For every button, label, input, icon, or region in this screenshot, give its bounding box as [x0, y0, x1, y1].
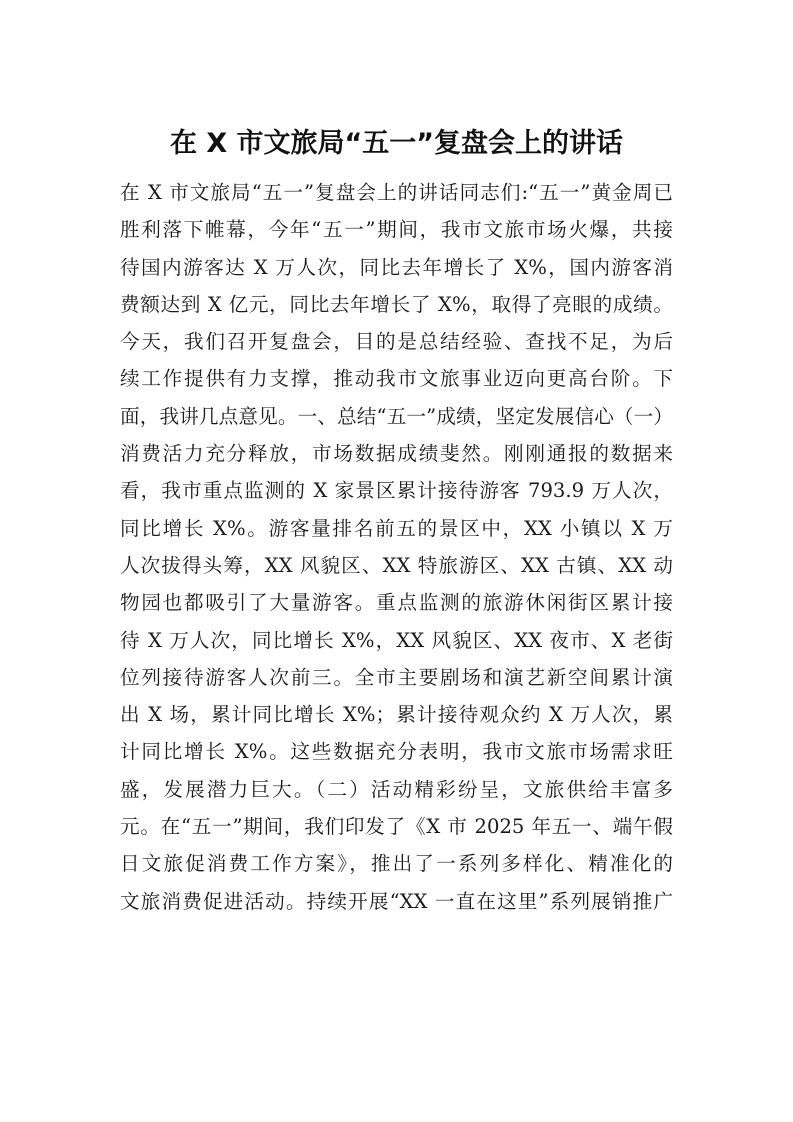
body-line: 看，我市重点监测的 X 家景区累计接待游客 793.9 万人次， [120, 479, 673, 503]
body-line: 消费活力充分释放，市场数据成绩斐然。刚刚通报的数据来 [120, 442, 673, 466]
body-line: 待 X 万人次，同比增长 X%，XX 风貌区、XX 夜市、X 老街 [120, 628, 673, 652]
body-line: 计同比增长 X%。这些数据充分表明，我市文旅市场需求旺 [120, 740, 673, 764]
body-line: 待国内游客达 X 万人次，同比去年增长了 X%，国内游客消 [120, 255, 673, 279]
body-line: 元。在“五一”期间，我们印发了《X 市 2025 年五一、端午假 [120, 815, 673, 839]
body-line: 费额达到 X 亿元，同比去年增长了 X%，取得了亮眼的成绩。 [120, 292, 673, 316]
body-line: 同比增长 X%。游客量排名前五的景区中，XX 小镇以 X 万 [120, 516, 673, 540]
body-line: 出 X 场，累计同比增长 X%；累计接待观众约 X 万人次，累 [120, 703, 673, 727]
body-line: 位列接待游客人次前三。全市主要剧场和演艺新空间累计演 [120, 665, 673, 689]
body-line: 胜利落下帷幕，今年“五一”期间，我市文旅市场火爆，共接 [120, 218, 673, 242]
body-line: 面，我讲几点意见。一、总结“五一”成绩，坚定发展信心（一） [120, 404, 673, 428]
document-body [120, 174, 673, 920]
body-line: 日文旅促消费工作方案》，推出了一系列多样化、精准化的 [120, 852, 673, 876]
body-line: 文旅消费促进活动。持续开展“XX 一直在这里”系列展销推广 [120, 889, 673, 913]
body-line: 续工作提供有力支撑，推动我市文旅事业迈向更高台阶。下 [120, 367, 673, 391]
body-line: 人次拔得头筹，XX 风貌区、XX 特旅游区、XX 古镇、XX 动 [120, 553, 673, 577]
body-line: 盛，发展潜力巨大。（二）活动精彩纷呈，文旅供给丰富多 [120, 777, 673, 801]
body-line: 物园也都吸引了大量游客。重点监测的旅游休闲街区累计接 [120, 591, 673, 615]
body-line: 在 X 市文旅局“五一”复盘会上的讲话同志们:“五一”黄金周已 [120, 181, 673, 204]
document-title: 在 X 市文旅局“五一”复盘会上的讲话 [169, 128, 624, 159]
body-line: 今天，我们召开复盘会，目的是总结经验、查找不足，为后 [120, 330, 673, 354]
